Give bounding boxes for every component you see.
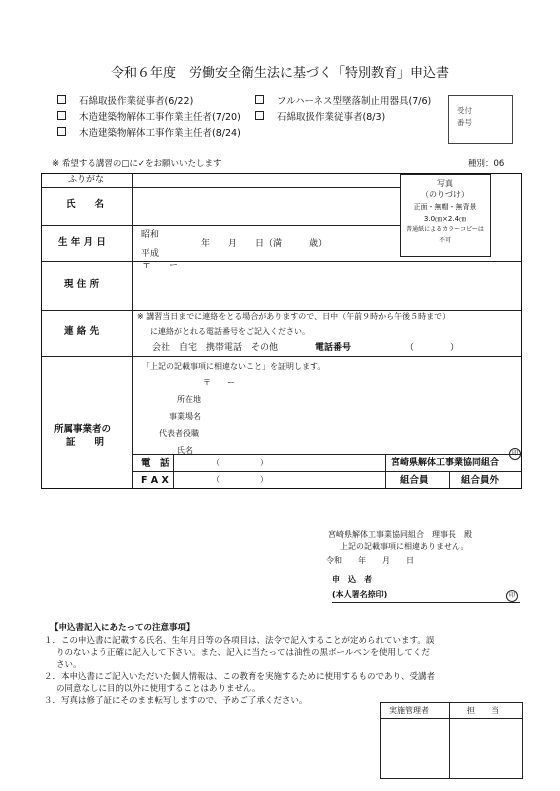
applicant-seal-mark: 印 [506, 590, 518, 602]
contact-phone-field[interactable]: （ ） [405, 343, 460, 353]
name-label: 氏 名 [66, 199, 105, 210]
course-option-3[interactable] [57, 111, 241, 123]
course-label: 石綿取扱作業従事者(8/3) [277, 112, 386, 123]
contact-label: 連 絡 先 [64, 326, 100, 337]
dob-era-heisei: 平成 [141, 249, 160, 259]
tel-label: 電 話 [141, 458, 170, 469]
course-checkbox[interactable] [255, 95, 264, 104]
admin-stamp-field[interactable] [381, 719, 448, 777]
course-option-2[interactable] [255, 95, 431, 107]
applicant-label: 申 込 者 [332, 575, 372, 584]
checkbox-instruction: ※ 希望する講習の□に✓をお願いいたします [52, 159, 222, 169]
union-name: 宮崎県解体工事業協同組合 [391, 458, 500, 468]
course-option-1[interactable] [57, 95, 193, 107]
employer-certification: 「上記の記載事項に相違ないこと」を証明します。 [142, 362, 326, 371]
employer-seal-mark: 印 [509, 448, 521, 460]
course-label: 木造建築物解体工事作業主任者(8/24) [79, 128, 241, 139]
course-checkbox[interactable] [255, 111, 264, 120]
photo-label: 普通紙によるカラーコピーは [406, 226, 484, 233]
notes-line: さい。 [56, 660, 82, 670]
member-option[interactable]: 組合員 [400, 475, 429, 486]
category-code: 種別：06 [468, 159, 505, 169]
page-title: 令和６年度 労働安全衛生法に基づく「特別教育」申込書 [110, 66, 449, 81]
notes-line: １．この申込書に記載する氏名、生年月日等の各項目は、法令で記入することが定められています。誤 [44, 636, 435, 646]
contact-note: ※ 講習当日までに連絡をとる場合がありますので、日中（午前９時から午後５時まで） [137, 312, 451, 321]
reception-number-box[interactable] [448, 95, 513, 144]
employer-postal: 〒 ー [203, 378, 235, 387]
postal-mark: 〒 ー [142, 261, 179, 271]
course-option-4[interactable] [255, 111, 385, 123]
contact-types[interactable]: 会社 自宅 携帯電話 その他 [152, 343, 279, 353]
employer-field-name[interactable]: 氏名 [177, 446, 193, 455]
notes-line: ３．写真は修了証にそのまま転写しますので、予めご了承ください。 [44, 696, 308, 706]
photo-label: （のりづけ） [421, 190, 469, 199]
dob-era-showa: 昭和 [141, 230, 160, 240]
employer-label: 所属事業者の [54, 424, 112, 435]
employer-field-site[interactable]: 事業場名 [169, 412, 201, 421]
declaration-date[interactable]: 令和 年 月 日 [326, 556, 414, 565]
reception-label: 受付 [457, 106, 472, 115]
course-checkbox[interactable] [57, 111, 66, 120]
signature-label: (本人署名捺印) [332, 590, 388, 599]
course-label: 木造建築物解体工事作業主任者(7/20) [79, 112, 241, 123]
notes-line: りのないよう正確に記入して下さい。また、記入に当たっては油性の黒ボールペンを使用してくだ [56, 648, 430, 658]
employer-field-location[interactable]: 所在地 [177, 395, 201, 404]
contact-note: に連絡がとれる電話番号をご記入ください。 [150, 327, 310, 336]
notes-heading: 【申込書記入にあたっての注意事項】 [50, 623, 195, 633]
course-label: 石綿取扱作業従事者(6/22) [79, 96, 194, 107]
notes-line: の同意なしに目的以外に使用することはありません。 [56, 684, 261, 694]
course-checkbox[interactable] [57, 95, 66, 104]
dob-fields[interactable]: 年 月 日（満 歳） [201, 239, 328, 249]
course-label: フルハーネス型墜落制止用器具(7/6) [277, 96, 432, 107]
employer-label: 証 明 [66, 437, 105, 448]
furigana-label: ふりがな [68, 175, 105, 185]
notes-line: ２．本申込書にご記入いただいた個人情報は、この教育を実施するために使用するものであり、受講者 [44, 672, 436, 682]
tel-field[interactable]: （ ） [212, 458, 268, 467]
dob-label: 生 年 月 日 [58, 237, 106, 248]
admin-col-label: 担 当 [467, 706, 499, 715]
admin-stamp-box [380, 702, 523, 779]
course-option-5[interactable] [57, 127, 241, 139]
declaration-statement: 上記の記載事項に相違ありません。 [340, 542, 469, 551]
photo-label: 不可 [438, 237, 451, 244]
fax-label: F A X [141, 475, 169, 486]
address-label: 現 住 所 [64, 279, 100, 290]
furigana-field[interactable] [132, 174, 398, 186]
photo-attach-box[interactable] [400, 174, 491, 257]
declaration-addressee: 宮崎県解体工事業協同組合 理事長 殿 [328, 530, 472, 539]
contact-phone-label: 電話番号 [315, 343, 352, 353]
non-member-option[interactable]: 組合員外 [461, 475, 500, 486]
admin-col-label: 実施管理者 [389, 706, 429, 715]
photo-label: 写真 [437, 179, 453, 188]
applicant-signature-line[interactable] [332, 590, 520, 603]
employer-field-title[interactable]: 代表者役職 [159, 429, 199, 438]
photo-label: 正面・無帽・無背景 [413, 203, 477, 211]
address-field[interactable] [132, 261, 520, 308]
course-checkbox[interactable] [57, 127, 66, 136]
staff-stamp-field[interactable] [450, 719, 521, 777]
reception-label: 番号 [457, 118, 472, 127]
photo-label: 3.0㎝×2.4㎝ [423, 215, 467, 223]
fax-field[interactable]: （ ） [212, 475, 268, 484]
name-field[interactable] [132, 187, 398, 223]
